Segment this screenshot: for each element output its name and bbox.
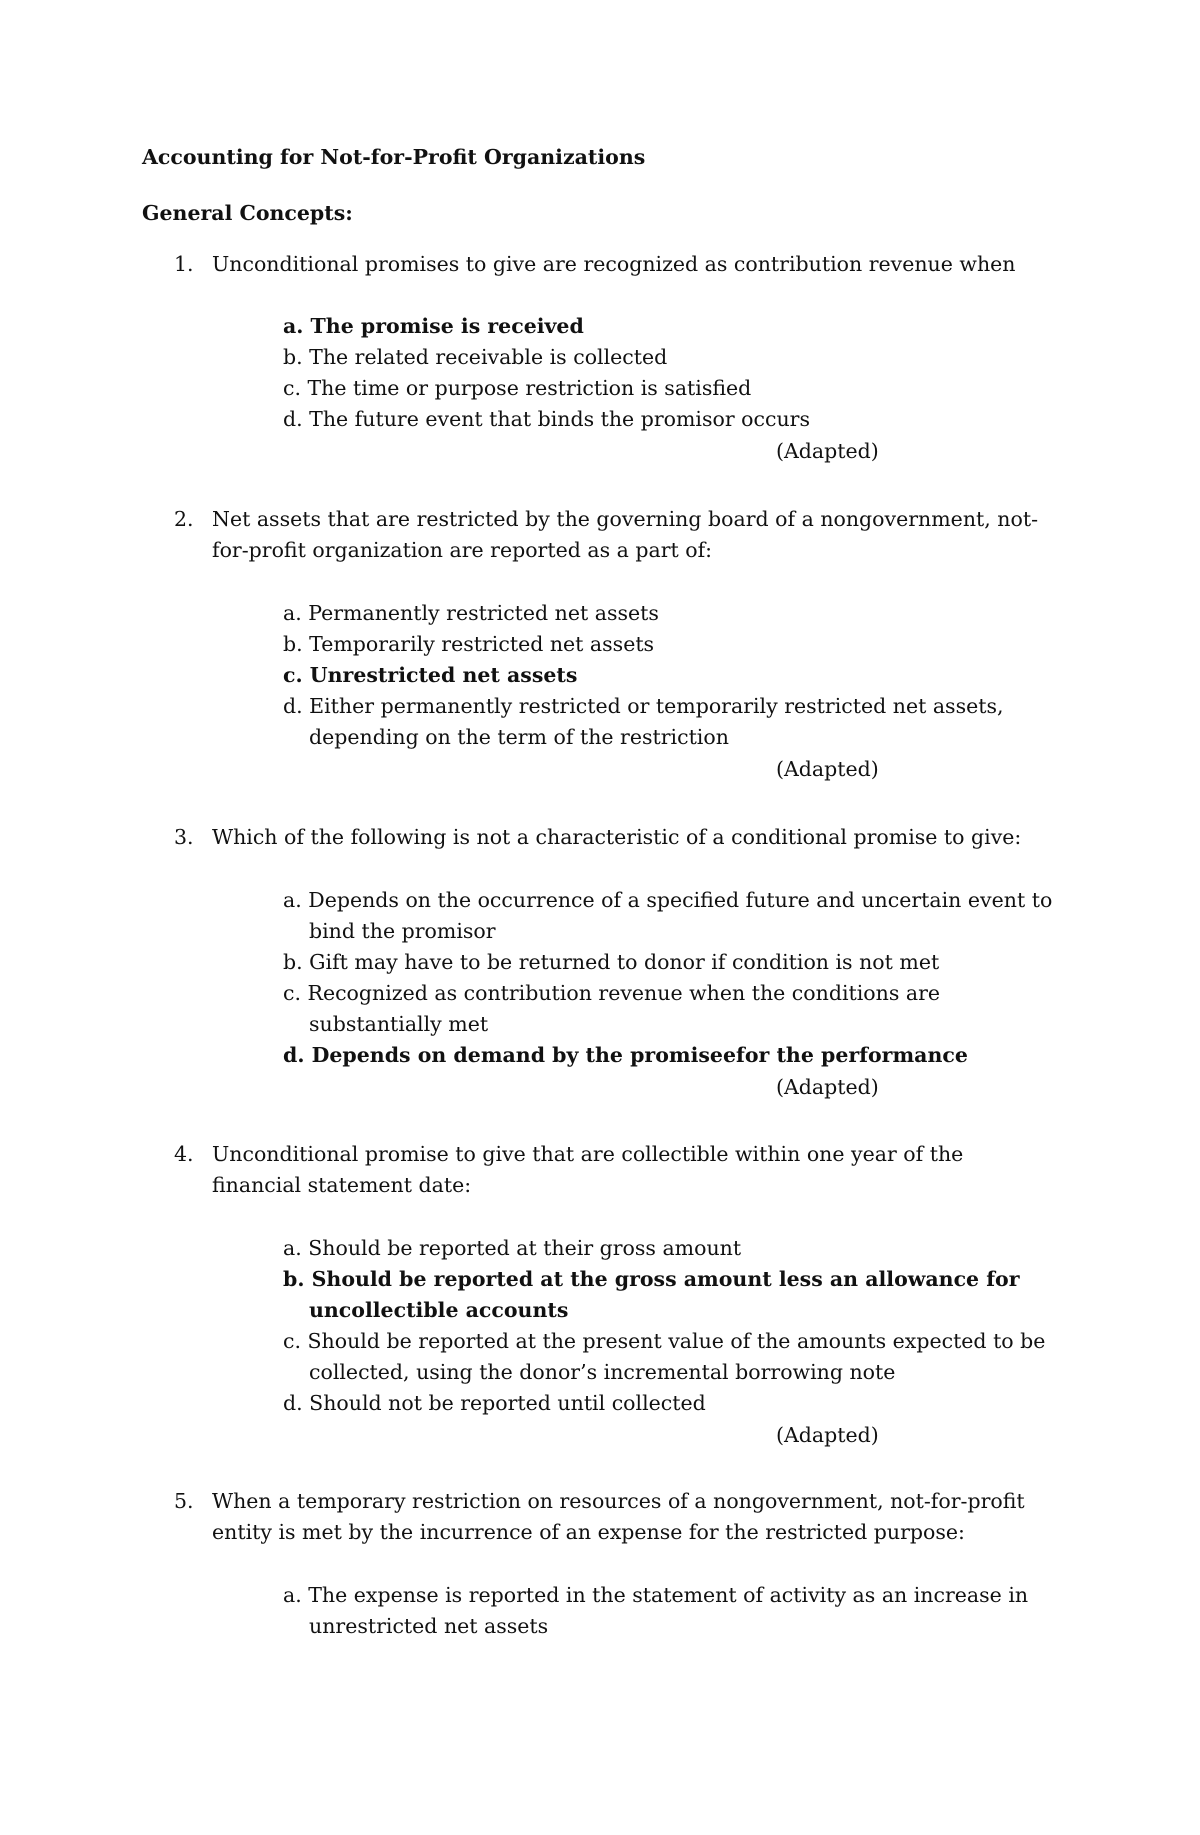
- answer-option-d: d. Either permanently restricted or temporarily restricted net assets, depending on the term of the restriction: [283, 694, 1004, 749]
- answer-option-a: a. Depends on the occurrence of a specified future and uncertain event to bind the promisor: [283, 888, 1053, 943]
- answer-option-d: d. Should not be reported until collected: [283, 1391, 706, 1415]
- answer-option-b: b. Gift may have to be returned to donor if condition is not met: [283, 950, 940, 974]
- question-text: Unconditional promise to give that are collectible within one year of the financial statement date:: [212, 1142, 964, 1197]
- answer-option-b: b. Temporarily restricted net assets: [283, 632, 655, 656]
- answer-options: [283, 1233, 1063, 1419]
- source-note: (Adapted): [776, 439, 879, 463]
- answer-option-b: b. The related receivable is collected: [283, 345, 668, 369]
- answer-option-c: c. Should be reported at the present value of the amounts expected to be collected, using the donor’s incremental borrowing note: [283, 1329, 1046, 1384]
- source-note: (Adapted): [776, 1075, 879, 1099]
- question-number: 4.: [174, 1142, 194, 1166]
- answer-option-d: d. The future event that binds the promisor occurs: [283, 407, 810, 431]
- question-text: Net assets that are restricted by the governing board of a nongovernment, not-for-profit organization are reported as a part of:: [212, 507, 1038, 562]
- answer-option-c: c. Unrestricted net assets: [283, 663, 578, 687]
- answer-options: [283, 885, 1063, 1071]
- answer-option-d: d. Depends on demand by the promiseefor the performance: [283, 1043, 968, 1067]
- answer-option-a: a. The expense is reported in the statement of activity as an increase in unrestricted net assets: [283, 1583, 1029, 1638]
- document-title: Accounting for Not-for-Profit Organizations: [142, 145, 646, 169]
- answer-option-a: a. Should be reported at their gross amount: [283, 1236, 742, 1260]
- answer-option-b: b. Should be reported at the gross amount less an allowance for uncollectible accounts: [283, 1267, 1020, 1322]
- question-number: 3.: [174, 825, 194, 849]
- answer-option-a: a. The promise is received: [283, 314, 584, 338]
- answer-options: [283, 598, 1063, 753]
- answer-options: [283, 311, 1063, 435]
- source-note: (Adapted): [776, 1423, 879, 1447]
- answer-option-c: c. The time or purpose restriction is satisfied: [283, 376, 752, 400]
- answer-option-a: a. Permanently restricted net assets: [283, 601, 659, 625]
- question-text: Unconditional promises to give are recognized as contribution revenue when: [212, 252, 1016, 276]
- answer-options: [283, 1580, 1063, 1642]
- question-number: 5.: [174, 1489, 194, 1513]
- question-number: 2.: [174, 507, 194, 531]
- answer-option-c: c. Recognized as contribution revenue when the conditions are substantially met: [283, 981, 941, 1036]
- section-title: General Concepts:: [142, 201, 353, 225]
- question-text: When a temporary restriction on resources of a nongovernment, not-for-profit entity is met by the incurrence of an expense for the restricted purpose:: [212, 1489, 1025, 1544]
- question-number: 1.: [174, 252, 194, 276]
- source-note: (Adapted): [776, 757, 879, 781]
- question-text: Which of the following is not a characteristic of a conditional promise to give:: [212, 825, 1022, 849]
